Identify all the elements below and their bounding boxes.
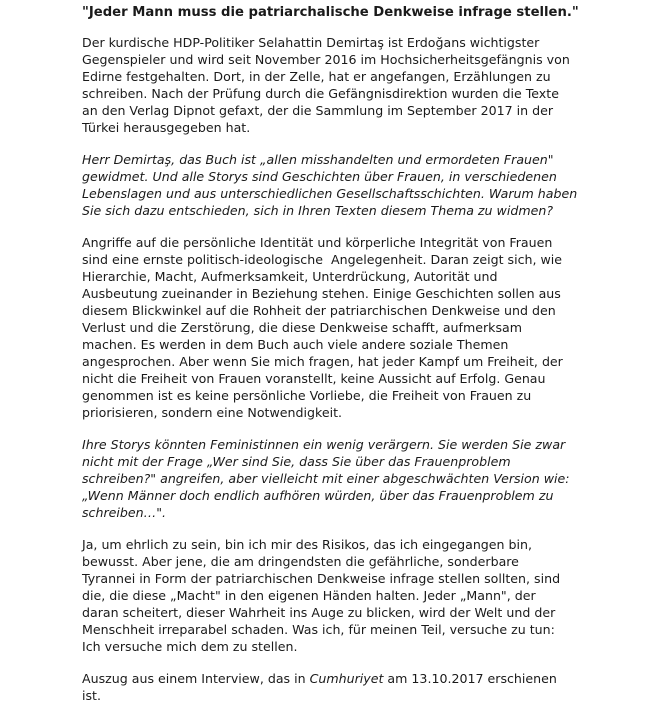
source-prefix: Auszug aus einem Interview, das in <box>82 671 310 686</box>
intro-line: Türkei herausgegeben hat. <box>82 120 251 135</box>
article <box>82 4 662 704</box>
question-2 <box>82 436 662 521</box>
answer-line: Menschheit irreparabel schaden. Was ich, für meinen Teil, versuche zu tun: <box>82 622 555 637</box>
question-line: Sie sich dazu entschieden, sich in Ihren Texten diesem Thema zu widmen? <box>82 203 554 218</box>
answer-line: machen. Es werden in dem Buch auch viele andere soziale Themen <box>82 337 509 352</box>
question-line: schreiben…". <box>82 505 167 520</box>
answer-1 <box>82 234 662 421</box>
intro-paragraph <box>82 34 662 136</box>
source-suffix: am 13.10.2017 erschienen <box>383 671 557 686</box>
answer-line: die, die diese „Macht" in den eigenen Händen halten. Jeder „Mann", der <box>82 588 536 603</box>
answer-line: Angriffe auf die persönliche Identität und körperliche Integrität von Frauen <box>82 235 553 250</box>
source-line-end: ist. <box>82 688 102 703</box>
question-line: „Wenn Männer doch endlich aufhören würden, über das Frauenproblem zu <box>82 488 554 503</box>
intro-line: an den Verlag Dipnot gefaxt, der die Sammlung im September 2017 in der <box>82 103 554 118</box>
question-line: Ihre Storys könnten Feministinnen ein wenig verärgern. Sie werden Sie zwar <box>82 437 566 452</box>
answer-line: Ausbeutung zueinander in Beziehung stehen. Einige Geschichten sollen aus <box>82 286 561 301</box>
question-1 <box>82 151 662 219</box>
answer-line: Hierarchie, Macht, Aufmerksamkeit, Unterdrückung, Autorität und <box>82 269 498 284</box>
answer-line: diesem Blickwinkel auf die Rohheit der patriarchischen Denkweise und den <box>82 303 556 318</box>
source-note <box>82 670 662 704</box>
answer-line: Tyrannei in Form der patriarchischen Denkweise infrage stellen sollten, sind <box>82 571 561 586</box>
answer-line: Ich versuche mich dem zu stellen. <box>82 639 298 654</box>
answer-line: nicht die Freiheit von Frauen voranstellt, keine Aussicht auf Erfolg. Genau <box>82 371 546 386</box>
answer-line: genommen ist es keine persönliche Vorliebe, die Freiheit von Frauen zu <box>82 388 532 403</box>
intro-line: Edirne festgehalten. Dort, in der Zelle, hat er angefangen, Erzählungen zu <box>82 69 551 84</box>
answer-line: bewusst. Aber jene, die am dringendsten die gefährliche, sonderbare <box>82 554 519 569</box>
answer-line: sind eine ernste politisch-ideologische Angelegenheit. Daran zeigt sich, wie <box>82 252 563 267</box>
answer-line: Ja, um ehrlich zu sein, bin ich mir des Risikos, das ich eingegangen bin, <box>82 537 533 552</box>
question-line: schreiben?" angreifen, aber vielleicht mit einer abgeschwächten Version wie: <box>82 471 570 486</box>
source-line <box>82 670 662 687</box>
answer-line: angesprochen. Aber wenn Sie mich fragen, hat jeder Kampf um Freiheit, der <box>82 354 563 369</box>
source-publication: Cumhuriyet <box>309 671 384 686</box>
intro-line: Der kurdische HDP-Politiker Selahattin Demirtaş ist Erdoğans wichtigster <box>82 35 540 50</box>
question-line: Herr Demirtaş, das Buch ist „allen misshandelten und ermordeten Frauen" <box>82 152 554 167</box>
answer-line: priorisieren, sondern eine Notwendigkeit. <box>82 405 343 420</box>
question-line: gewidmet. Und alle Storys sind Geschichten über Frauen, in verschiedenen <box>82 169 557 184</box>
answer-line: daran scheitert, dieser Wahrheit ins Auge zu blicken, wird der Welt und der <box>82 605 556 620</box>
question-line: Lebenslagen und aus unterschiedlichen Gesellschaftsschichten. Warum haben <box>82 186 578 201</box>
answer-line: Verlust und die Zerstörung, die diese Denkweise schafft, aufmerksam <box>82 320 522 335</box>
question-line: nicht mit der Frage „Wer sind Sie, dass Sie über das Frauenproblem <box>82 454 511 469</box>
article-title: "Jeder Mann muss die patriarchalische Denkweise infrage stellen." <box>82 5 579 20</box>
intro-line: schreiben. Nach der Prüfung durch die Gefängnisdirektion wurden die Texte <box>82 86 559 101</box>
answer-2 <box>82 536 662 655</box>
intro-line: Gegenspieler und wird seit November 2016 im Hochsicherheitsgefängnis von <box>82 52 570 67</box>
